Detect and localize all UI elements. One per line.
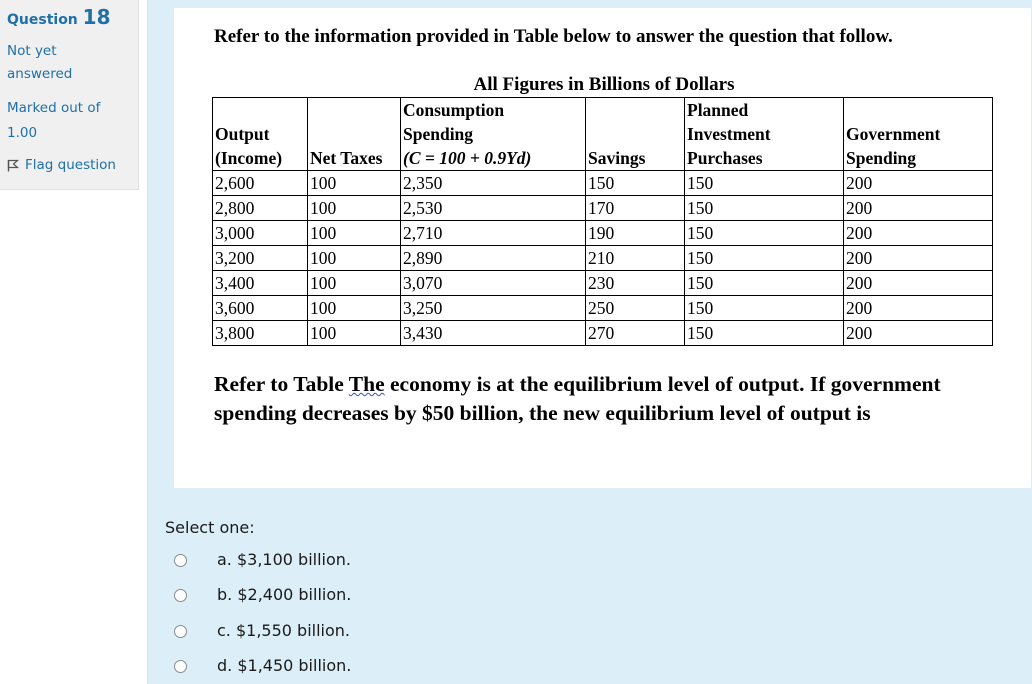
radio-button[interactable] — [174, 625, 187, 638]
answer-option-b[interactable] — [165, 584, 351, 606]
status-line-2: answered — [7, 66, 73, 82]
table-row — [213, 196, 993, 221]
table-row — [213, 246, 993, 271]
table-cell: 100 — [308, 221, 401, 246]
table-cell: 150 — [685, 246, 844, 271]
table-cell: 150 — [685, 221, 844, 246]
header-planned-investment: Planned Investment Purchases — [685, 98, 844, 171]
table-cell: 210 — [586, 246, 685, 271]
question-label: Question — [7, 12, 78, 28]
flag-question-label: Flag question — [25, 157, 116, 173]
table-cell: 270 — [586, 321, 685, 346]
table-cell: 100 — [308, 271, 401, 296]
table-cell: 2,800 — [213, 196, 308, 221]
table-cell: 200 — [844, 321, 993, 346]
marks-line-2: 1.00 — [7, 125, 38, 141]
table-cell: 2,890 — [401, 246, 586, 271]
answer-option-d[interactable] — [165, 655, 351, 677]
data-table — [212, 97, 993, 346]
question-info-panel — [0, 0, 139, 190]
radio-button[interactable] — [174, 660, 187, 673]
answer-block — [165, 517, 255, 539]
table-cell: 2,600 — [213, 171, 308, 196]
marks-line-1: Marked out of — [7, 100, 101, 116]
table-caption: All Figures in Billions of Dollars — [473, 74, 735, 95]
question-status — [7, 39, 138, 87]
table-cell: 190 — [586, 221, 685, 246]
question-number: 18 — [82, 5, 111, 29]
header-output: Output (Income) — [213, 98, 308, 171]
table-cell: 150 — [685, 196, 844, 221]
answer-option-a[interactable] — [165, 549, 351, 571]
header-net-taxes: Net Taxes — [308, 98, 401, 171]
table-cell: 200 — [844, 221, 993, 246]
table-cell: 3,250 — [401, 296, 586, 321]
header-savings: Savings — [586, 98, 685, 171]
table-cell: 3,800 — [213, 321, 308, 346]
table-cell: 3,200 — [213, 246, 308, 271]
table-cell: 3,400 — [213, 271, 308, 296]
radio-button[interactable] — [174, 554, 187, 567]
header-government-spending: Government Spending — [844, 98, 993, 171]
status-line-1: Not yet — [7, 43, 57, 59]
table-header-row — [213, 98, 993, 171]
table-cell: 230 — [586, 271, 685, 296]
table-cell: 150 — [685, 171, 844, 196]
answer-label[interactable]: a. $3,100 billion. — [217, 550, 351, 569]
table-cell: 200 — [844, 271, 993, 296]
table-cell: 3,600 — [213, 296, 308, 321]
table-cell: 100 — [308, 246, 401, 271]
header-consumption: Consumption Spending (C = 100 + 0.9Yd) — [401, 98, 586, 171]
answer-label[interactable]: d. $1,450 billion. — [217, 656, 352, 675]
table-cell: 2,530 — [401, 196, 586, 221]
table-cell: 3,000 — [213, 221, 308, 246]
table-row — [213, 221, 993, 246]
table-row — [213, 171, 993, 196]
radio-button[interactable] — [174, 589, 187, 602]
table-cell: 170 — [586, 196, 685, 221]
table-cell: 150 — [586, 171, 685, 196]
answer-label[interactable]: b. $2,400 billion. — [217, 585, 352, 604]
table-cell: 250 — [586, 296, 685, 321]
question-number-heading — [7, 6, 138, 31]
table-cell: 2,350 — [401, 171, 586, 196]
answer-label[interactable]: c. $1,550 billion. — [217, 621, 350, 640]
prompt-text-2: economy is at the equilibrium level of output. If government spending decreases by $50 billion, the new equilibrium level of output is — [214, 372, 941, 425]
table-cell: 100 — [308, 196, 401, 221]
question-grade — [7, 96, 138, 146]
prompt-text-1: Refer to Table — [214, 372, 349, 396]
table-cell: 150 — [685, 321, 844, 346]
flag-question-button[interactable] — [7, 157, 138, 173]
table-cell: 100 — [308, 296, 401, 321]
table-cell: 100 — [308, 321, 401, 346]
table-cell: 3,070 — [401, 271, 586, 296]
table-cell: 200 — [844, 171, 993, 196]
table-row — [213, 321, 993, 346]
select-one-prompt: Select one: — [165, 518, 255, 537]
table-cell: 3,430 — [401, 321, 586, 346]
question-prompt — [214, 370, 1004, 428]
table-cell: 200 — [844, 296, 993, 321]
table-row — [213, 296, 993, 321]
table-cell: 150 — [685, 296, 844, 321]
table-cell: 100 — [308, 171, 401, 196]
answer-option-c[interactable] — [165, 620, 350, 642]
question-intro: Refer to the information provided in Table below to answer the question that follow. — [214, 26, 893, 47]
table-cell: 200 — [844, 246, 993, 271]
table-row — [213, 271, 993, 296]
flag-icon — [7, 159, 19, 172]
table-cell: 200 — [844, 196, 993, 221]
table-cell: 2,710 — [401, 221, 586, 246]
table-cell: 150 — [685, 271, 844, 296]
prompt-table-ref: The — [348, 372, 385, 396]
